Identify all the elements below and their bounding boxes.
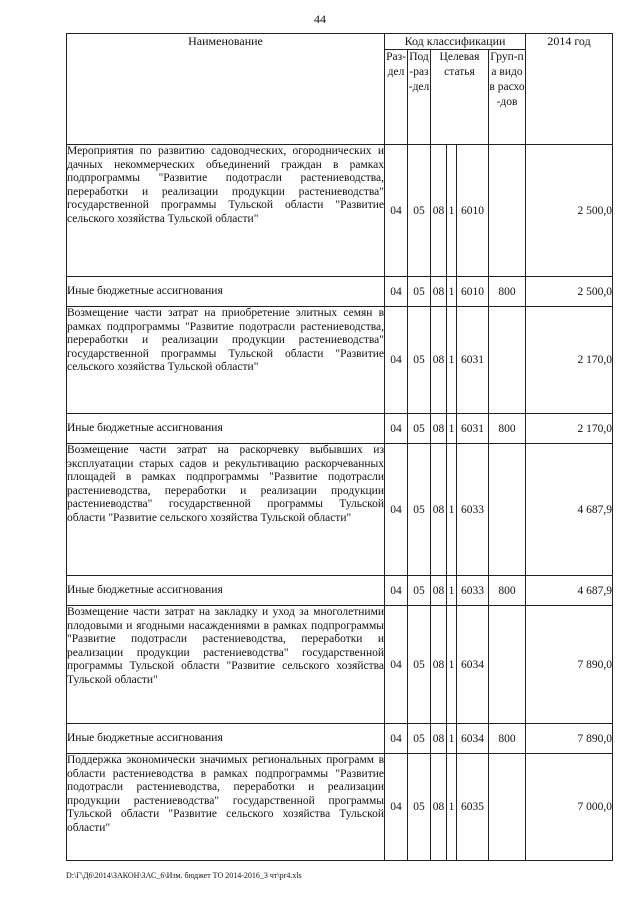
row-subsection: 05 xyxy=(408,576,431,606)
row-name: Иные бюджетные ассигнования xyxy=(67,576,385,606)
row-section: 04 xyxy=(385,606,408,724)
row-target-code: 6034 xyxy=(457,724,489,754)
row-name: Возмещение части затрат на приобретение элитных семян в рамках подпрограммы "Развитие подотрасли растениеводства, переработки и реализации продукции растениеводства" государственной программы Тульской области "Развитие сельского хозяйства Тульской области" xyxy=(67,307,385,414)
row-subsection: 05 xyxy=(408,724,431,754)
table-row xyxy=(67,277,613,307)
row-name: Возмещение части затрат на закладку и уход за многолетними плодовыми и ягодными насаждениями в рамках подпрограммы "Развитие подотрасли растениеводства, переработки и реализации продукции растениеводства" государственной программы Тульской области "Развитие сельского хозяйства Тульской области" xyxy=(67,606,385,724)
header-section-label: Раз-дел xyxy=(386,51,406,78)
table-row xyxy=(67,754,613,861)
row-section: 04 xyxy=(385,754,408,861)
row-amount: 4 687,9 xyxy=(526,444,613,576)
row-name: Иные бюджетные ассигнования xyxy=(67,414,385,444)
row-section: 04 xyxy=(385,444,408,576)
header-year: 2014 год xyxy=(526,34,613,145)
row-target-program: 08 xyxy=(431,414,447,444)
row-target-code: 6033 xyxy=(457,444,489,576)
row-target-subprogram: 1 xyxy=(447,606,457,724)
table-row xyxy=(67,724,613,754)
row-section: 04 xyxy=(385,307,408,414)
row-amount: 2 170,0 xyxy=(526,414,613,444)
row-target-program: 08 xyxy=(431,444,447,576)
row-section: 04 xyxy=(385,145,408,277)
row-target-program: 08 xyxy=(431,754,447,861)
row-target-subprogram: 1 xyxy=(447,414,457,444)
header-name: Наименование xyxy=(67,34,385,145)
budget-table xyxy=(66,33,613,861)
row-amount: 2 500,0 xyxy=(526,277,613,307)
row-expense-group: 800 xyxy=(489,414,526,444)
table-row xyxy=(67,444,613,576)
row-subsection: 05 xyxy=(408,414,431,444)
row-expense-group: 800 xyxy=(489,277,526,307)
row-amount: 7 890,0 xyxy=(526,724,613,754)
row-target-program: 08 xyxy=(431,724,447,754)
row-target-code: 6010 xyxy=(457,145,489,277)
table-row xyxy=(67,414,613,444)
row-target-program: 08 xyxy=(431,576,447,606)
table-body xyxy=(67,145,613,861)
row-expense-group xyxy=(489,145,526,277)
row-target-code: 6031 xyxy=(457,414,489,444)
row-target-subprogram: 1 xyxy=(447,724,457,754)
row-name: Возмещение части затрат на раскорчевку выбывших из эксплуатации старых садов и рекультивацию раскорчеванных площадей в рамках подпрограммы "Развитие подотрасли растениеводства, переработки и реализации продукции растениеводства" государственной программы Тульской области "Развитие сельского хозяйства Тульской области" xyxy=(67,444,385,576)
row-target-subprogram: 1 xyxy=(447,754,457,861)
row-target-program: 08 xyxy=(431,145,447,277)
row-expense-group: 800 xyxy=(489,724,526,754)
row-name: Иные бюджетные ассигнования xyxy=(67,724,385,754)
row-name: Иные бюджетные ассигнования xyxy=(67,277,385,307)
row-subsection: 05 xyxy=(408,145,431,277)
row-target-subprogram: 1 xyxy=(447,576,457,606)
table-row xyxy=(67,606,613,724)
header-subsection xyxy=(408,50,431,145)
header-code-group: Код классификации xyxy=(385,34,526,50)
row-amount: 7 890,0 xyxy=(526,606,613,724)
row-subsection: 05 xyxy=(408,754,431,861)
row-name: Мероприятия по развитию садоводческих, огороднических и дачных некоммерческих объединений граждан в рамках подпрограммы "Развитие подотрасли растениеводства, переработки и реализации продукции растениеводства" государственной программы Тульской области "Развитие сельского хозяйства Тульской области" xyxy=(67,145,385,277)
row-target-program: 08 xyxy=(431,606,447,724)
row-target-code: 6010 xyxy=(457,277,489,307)
row-expense-group: 800 xyxy=(489,576,526,606)
header-target-article: Целевая статья xyxy=(431,50,489,145)
row-amount: 2 500,0 xyxy=(526,145,613,277)
row-target-subprogram: 1 xyxy=(447,444,457,576)
row-expense-group xyxy=(489,307,526,414)
row-amount: 2 170,0 xyxy=(526,307,613,414)
row-target-code: 6035 xyxy=(457,754,489,861)
header-expense-group-label: Груп-па видов расхо-дов xyxy=(489,51,525,108)
row-target-program: 08 xyxy=(431,307,447,414)
table-row xyxy=(67,307,613,414)
row-expense-group xyxy=(489,754,526,861)
page-number: 44 xyxy=(314,12,326,26)
row-target-subprogram: 1 xyxy=(447,277,457,307)
header-subsection-label: Под-раз-дел xyxy=(408,51,430,93)
table-row xyxy=(67,576,613,606)
row-subsection: 05 xyxy=(408,444,431,576)
row-name: Поддержка экономически значимых региональных программ в области растениеводства в рамках подпрограммы "Развитие подотрасли растениеводства, переработки и реализации продукции растениеводства" государственной программы Тульской области "Развитие сельского хозяйства Тульской области" xyxy=(67,754,385,861)
row-amount: 4 687,9 xyxy=(526,576,613,606)
table-header xyxy=(67,34,613,145)
row-section: 04 xyxy=(385,414,408,444)
table-row xyxy=(67,145,613,277)
header-expense-group xyxy=(489,50,526,145)
row-amount: 7 000,0 xyxy=(526,754,613,861)
row-subsection: 05 xyxy=(408,307,431,414)
row-target-program: 08 xyxy=(431,277,447,307)
row-subsection: 05 xyxy=(408,277,431,307)
row-target-subprogram: 1 xyxy=(447,307,457,414)
row-target-code: 6031 xyxy=(457,307,489,414)
row-target-subprogram: 1 xyxy=(447,145,457,277)
row-section: 04 xyxy=(385,576,408,606)
row-target-code: 6033 xyxy=(457,576,489,606)
row-expense-group xyxy=(489,606,526,724)
row-expense-group xyxy=(489,444,526,576)
row-section: 04 xyxy=(385,724,408,754)
row-target-code: 6034 xyxy=(457,606,489,724)
row-section: 04 xyxy=(385,277,408,307)
file-path-footer: D:\Г\Д6\2014\ЗАКОН\ЗАС_6\Изм. бюджет ТО 2014-2016_3 чт\pr4.xls xyxy=(66,871,302,880)
header-section xyxy=(385,50,408,145)
row-subsection: 05 xyxy=(408,606,431,724)
